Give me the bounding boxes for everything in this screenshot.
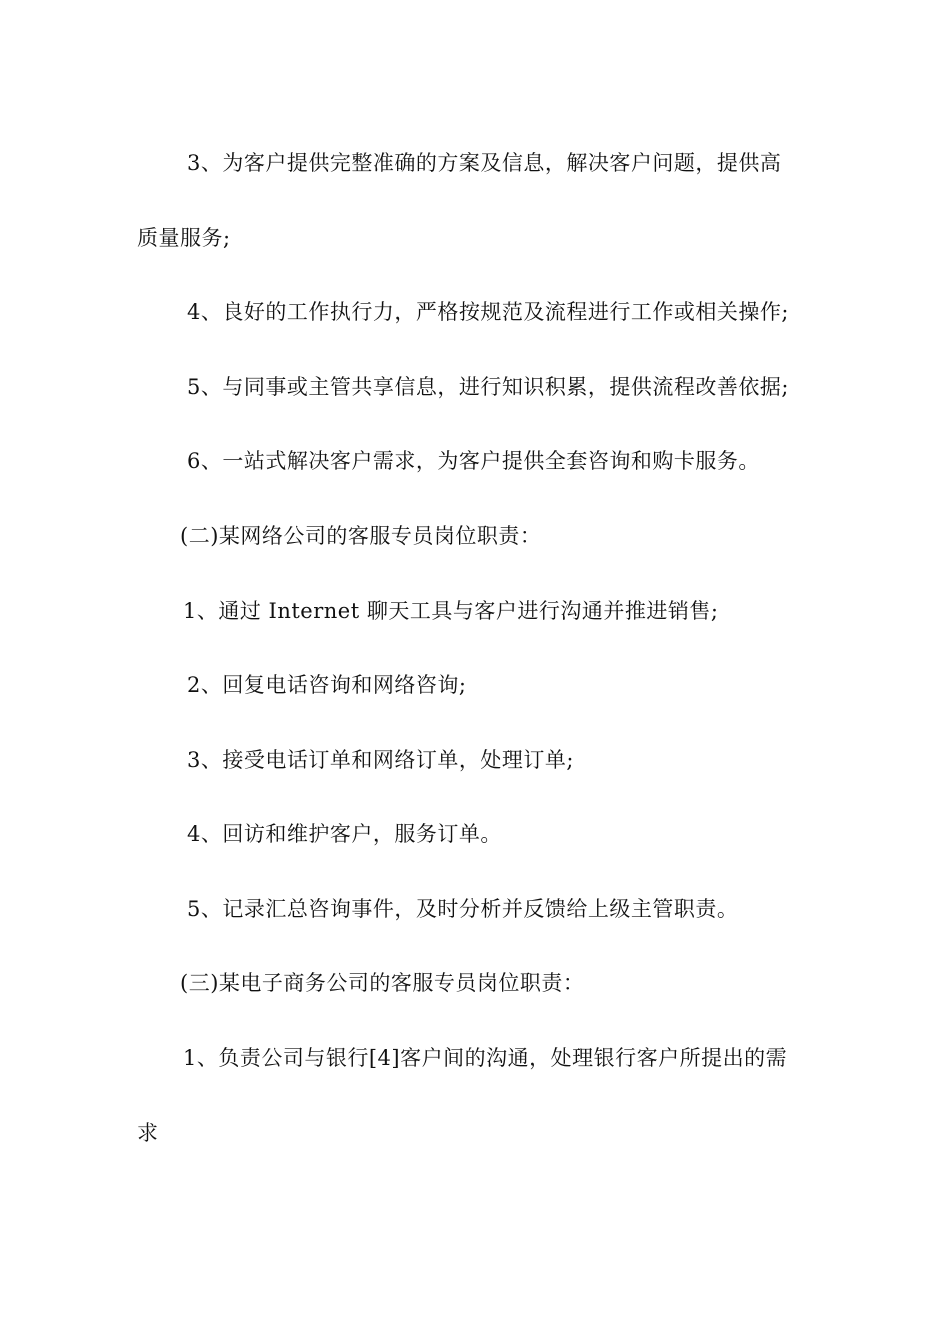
paragraph-line: 5、与同事或主管共享信息，进行知识积累，提供流程改善依据;: [187, 375, 789, 399]
paragraph-line: 1、负责公司与银行[4]客户间的沟通，处理银行客户所提出的需: [183, 1046, 788, 1070]
paragraph-line: 1、通过 Internet 聊天工具与客户进行沟通并推进销售;: [183, 599, 719, 623]
paragraph-line: 4、良好的工作执行力，严格按规范及流程进行工作或相关操作;: [187, 300, 789, 324]
section-heading: (二)某网络公司的客服专员岗位职责：: [180, 524, 542, 548]
paragraph-line: 求: [137, 1121, 159, 1145]
paragraph-line: 5、记录汇总咨询事件，及时分析并反馈给上级主管职责。: [187, 897, 739, 921]
paragraph-line: 3、为客户提供完整准确的方案及信息，解决客户问题，提供高: [187, 151, 782, 175]
section-heading: (三)某电子商务公司的客服专员岗位职责：: [180, 971, 585, 995]
paragraph-line: 质量服务;: [137, 226, 231, 250]
paragraph-line: 4、回访和维护客户，服务订单。: [187, 822, 502, 846]
paragraph-line: 3、接受电话订单和网络订单，处理订单;: [187, 748, 574, 772]
paragraph-line: 2、回复电话咨询和网络咨询;: [187, 673, 467, 697]
paragraph-line: 6、一站式解决客户需求，为客户提供全套咨询和购卡服务。: [187, 449, 760, 473]
